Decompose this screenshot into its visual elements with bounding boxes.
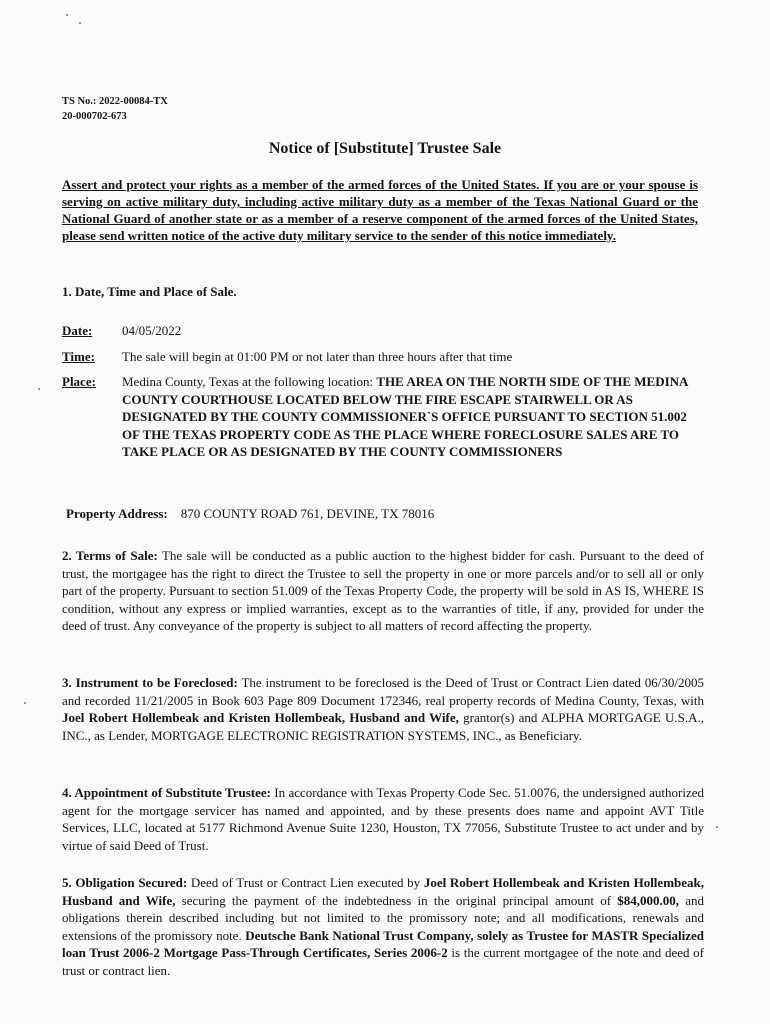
scan-speck	[79, 22, 81, 24]
date-label: Date:	[62, 323, 93, 338]
section-2-heading: 2. Terms of Sale:	[62, 548, 158, 563]
case-numbers	[62, 94, 168, 124]
military-notice: Assert and protect your rights as a member of the armed forces of the United States. If you are or your spouse is serving on active military duty, including active military duty as a member of the Texas National Guard or the National Guard of another state or as a member of a reserve component of the armed forces of the United States, please send written notice of the active duty military service to the sender of this notice immediately.	[62, 177, 698, 243]
section-5-text-4: is the current mortgagee of the note and deed of trust or contract lien.	[62, 945, 704, 978]
section-5-grantor: Joel Robert Hollembeak and Kristen Hollembeak, Husband and Wife,	[62, 875, 704, 908]
date-value: 04/05/2022	[122, 323, 182, 338]
scan-speck	[716, 826, 718, 828]
place-intro: Medina County, Texas at the following location:	[122, 374, 377, 389]
section-4-heading: 4. Appointment of Substitute Trustee:	[62, 785, 271, 800]
time-value: The sale will begin at 01:00 PM or not later than three hours after that time	[122, 349, 513, 364]
ts-number: TS No.: 2022-00084-TX	[62, 96, 168, 107]
section-5-mortgagee: Deutsche Bank National Trust Company, solely as Trustee for MASTR Specialized loan Trust 2006-2 Mortgage Pass-Through Certificates, Series 2006-2	[62, 927, 704, 960]
section-3-instrument	[62, 674, 704, 744]
section-1-heading: 1. Date, Time and Place of Sale.	[62, 284, 237, 299]
scan-speck	[38, 388, 40, 390]
file-number: 20-000702-673	[62, 111, 127, 122]
section-5-text-3: and obligations therein described including but not limited to the promissory note; and all modifications, renewals and extensions of the promissory note.	[62, 892, 704, 943]
section-4-text: In accordance with Texas Property Code Sec. 51.0076, the undersigned authorized agent for the mortgage servicer has named and appointed, and by these presents does name and appoint AVT Title Services, LLC, located at 5177 Richmond Avenue Suite 1230, Houston, TX 77056, Substitute Trustee to act under and by virtue of said Deed of Trust.	[62, 785, 704, 853]
section-3-text-2: grantor(s) and ALPHA MORTGAGE U.S.A., INC., as Lender, MORTGAGE ELECTRONIC REGISTRATION SYSTEMS, INC., as Beneficiary.	[62, 710, 704, 743]
section-5-amount: $84,000.00,	[617, 892, 679, 908]
property-address-value: 870 COUNTY ROAD 761, DEVINE, TX 78016	[180, 506, 435, 521]
section-2-text: The sale will be conducted as a public auction to the highest bidder for cash. Pursuant to the deed of trust, the mortgagee has the right to direct the Trustee to sell the property in one or more parcels and/or to sell all or only part of the property. Pursuant to section 51.009 of the Texas Property Code, the property will be sold in AS IS, WHERE IS condition, without any express or implied warranties, except as to the warranties of title, if any, provided for under the deed of trust. Any conveyance of the property is subject to all matters of record affecting the property.	[62, 548, 704, 633]
section-2-terms-of-sale	[62, 547, 704, 635]
notice-title: Notice of [Substitute] Trustee Sale	[268, 140, 502, 157]
section-5-obligation	[62, 874, 704, 979]
time-label: Time:	[62, 349, 95, 364]
section-3-grantor: Joel Robert Hollembeak and Kristen Hollembeak, Husband and Wife,	[62, 710, 459, 725]
property-address-label: Property Address:	[66, 506, 168, 521]
place-location: THE AREA ON THE NORTH SIDE OF THE MEDINA COUNTY COURTHOUSE LOCATED BELOW THE FIRE ESCAPE STAIRWELL OR AS DESIGNATED BY THE COUNTY COMMISSIONER`S OFFICE PURSUANT TO SECTION 51.002 OF THE TEXAS PROPERTY CODE AS THE PLACE WHERE FORECLOSURE SALES ARE TO TAKE PLACE OR AS DESIGNATED BY THE COUNTY COMMISSIONERS	[122, 374, 688, 459]
property-address	[66, 506, 434, 522]
section-5-text-1: Deed of Trust or Contract Lien executed by	[187, 875, 424, 890]
scan-speck	[66, 14, 68, 16]
place-label: Place:	[62, 374, 96, 389]
section-3-text-1: The instrument to be foreclosed is the Deed of Trust or Contract Lien dated 06/30/2005 and recorded 11/21/2005 in Book 603 Page 809 Document 172346, real property records of Medina County, Texas, with	[62, 675, 704, 708]
scan-speck	[24, 702, 26, 704]
section-5-text-2: securing the payment of the indebtedness in the original principal amount of	[175, 892, 618, 908]
section-5-heading: 5. Obligation Secured:	[62, 875, 188, 890]
section-3-heading: 3. Instrument to be Foreclosed:	[62, 675, 238, 690]
place-value	[122, 373, 702, 461]
section-4-appointment	[62, 784, 704, 854]
